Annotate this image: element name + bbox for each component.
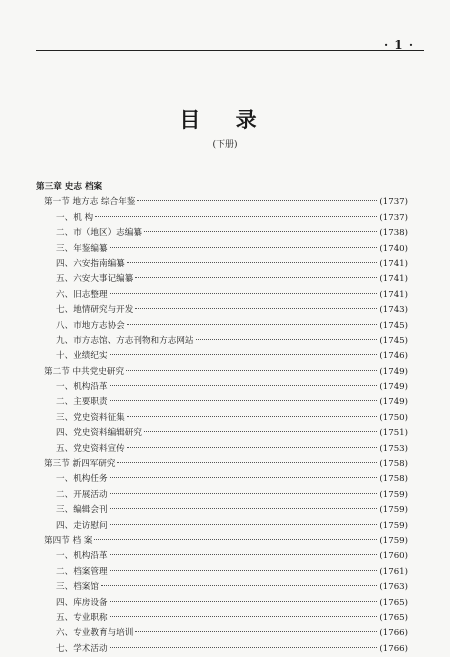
dot-leader — [110, 400, 378, 401]
toc-item-row[interactable] — [36, 272, 408, 287]
toc-entry-label: 第二节 中共党史研究 — [44, 366, 125, 377]
dot-leader — [110, 354, 378, 355]
dot-leader — [110, 385, 378, 386]
toc-item-row[interactable] — [36, 349, 408, 364]
toc-page-number: (1749) — [379, 366, 408, 377]
toc-entry-label: 二、主要职责 — [56, 397, 108, 408]
toc-page-number: (1759) — [379, 489, 408, 500]
dot-leader — [135, 308, 377, 309]
toc-entry-label: 二、市（地区）志编纂 — [56, 228, 142, 239]
toc-item-row[interactable] — [36, 242, 408, 257]
toc-entry-label: 九、市方志馆、方志刊物和方志网站 — [56, 335, 194, 346]
toc-item-row[interactable] — [36, 611, 408, 626]
toc-entry-label: 五、党史资料宣传 — [56, 443, 125, 454]
toc-item-row[interactable] — [36, 472, 408, 487]
toc-item-row[interactable] — [36, 626, 408, 641]
toc-page-number: (1759) — [379, 520, 408, 531]
dot-leader — [117, 462, 377, 463]
toc-entry-label: 三、党史资料征集 — [56, 412, 125, 423]
toc-entry-label: 三、档案馆 — [56, 582, 99, 593]
dot-leader — [126, 370, 377, 371]
dot-leader — [110, 524, 378, 525]
toc-page-number: (1759) — [379, 505, 408, 516]
toc-item-row[interactable] — [36, 395, 408, 410]
toc-item-row[interactable] — [36, 226, 408, 241]
toc-entry-label: 六、旧志整理 — [56, 289, 108, 300]
toc-page-number: (1741) — [379, 274, 408, 285]
toc-entry-label: 第一节 地方志 综合年鉴 — [44, 197, 136, 208]
toc-entry-label: 第三章 史志 档案 — [36, 182, 103, 192]
toc-item-row[interactable] — [36, 519, 408, 534]
dot-leader — [137, 200, 377, 201]
toc-page-number: (1753) — [379, 443, 408, 454]
toc-item-row[interactable] — [36, 303, 408, 318]
toc-item-row[interactable] — [36, 580, 408, 595]
toc-page-number: (1765) — [379, 612, 408, 623]
toc-page-number: (1766) — [379, 628, 408, 639]
toc-page-number: (1763) — [379, 582, 408, 593]
toc-page-number: (1743) — [379, 305, 408, 316]
dot-leader — [127, 447, 378, 448]
toc-entry-label: 七、地情研究与开发 — [56, 305, 134, 316]
toc-page-number: (1737) — [379, 212, 408, 223]
dot-leader — [110, 616, 378, 617]
toc-item-row[interactable] — [36, 565, 408, 580]
toc-item-row[interactable] — [36, 211, 408, 226]
toc-entry-label: 四、六安指南编纂 — [56, 258, 125, 269]
toc-item-row[interactable] — [36, 442, 408, 457]
toc-page-number: (1737) — [379, 197, 408, 208]
toc-page-number: (1738) — [379, 228, 408, 239]
dot-leader — [101, 585, 377, 586]
dot-leader — [144, 231, 377, 232]
toc-section-row[interactable] — [36, 365, 408, 380]
dot-leader — [127, 324, 378, 325]
toc-item-row[interactable] — [36, 334, 408, 349]
toc-page-number: (1765) — [379, 597, 408, 608]
dot-leader — [110, 493, 378, 494]
toc-page-number: (1751) — [379, 428, 408, 439]
dot-leader — [95, 216, 377, 217]
toc-entry-label: 二、档案管理 — [56, 566, 108, 577]
dot-leader — [127, 262, 378, 263]
toc-page-number: (1760) — [379, 551, 408, 562]
toc-page-number: (1759) — [379, 535, 408, 546]
toc-section-row[interactable] — [36, 534, 408, 549]
header-rule — [36, 50, 424, 51]
toc-item-row[interactable] — [36, 380, 408, 395]
dot-leader — [110, 477, 378, 478]
toc-entry-label: 四、库房设备 — [56, 597, 108, 608]
dot-leader — [110, 647, 378, 648]
toc-entry-label: 十、业绩纪实 — [56, 351, 108, 362]
toc-entry-label: 第三节 新四军研究 — [44, 459, 116, 470]
toc-entry-label: 二、开展活动 — [56, 489, 108, 500]
toc-section-row[interactable] — [36, 195, 408, 210]
toc-page-number: (1750) — [379, 412, 408, 423]
page-number: · 1 · — [383, 38, 414, 52]
dot-leader — [110, 247, 378, 248]
dot-leader — [110, 601, 378, 602]
toc-entry-label: 八、市地方志协会 — [56, 320, 125, 331]
toc-entry-label: 三、年鉴编纂 — [56, 243, 108, 254]
table-of-contents — [36, 180, 408, 657]
toc-item-row[interactable] — [36, 488, 408, 503]
toc-item-row[interactable] — [36, 288, 408, 303]
page-title: 目 录 — [179, 107, 271, 132]
dot-leader — [94, 539, 377, 540]
dot-leader — [144, 431, 377, 432]
toc-entry-label: 一、机构沿革 — [56, 551, 108, 562]
toc-entry-label: 四、党史资料编辑研究 — [56, 428, 142, 439]
toc-page-number: (1741) — [379, 258, 408, 269]
toc-page-number: (1745) — [379, 320, 408, 331]
toc-entry-label: 一、机 构 — [56, 212, 94, 223]
toc-item-row[interactable] — [36, 426, 408, 441]
toc-page-number: (1741) — [379, 289, 408, 300]
toc-entry-label: 第四节 档 案 — [44, 535, 93, 546]
dot-leader — [110, 554, 378, 555]
toc-item-row[interactable] — [36, 549, 408, 564]
toc-item-row[interactable] — [36, 257, 408, 272]
toc-page-number: (1749) — [379, 382, 408, 393]
dot-leader — [110, 508, 378, 509]
toc-item-row[interactable] — [36, 319, 408, 334]
toc-entry-label: 六、专业教育与培训 — [56, 628, 134, 639]
toc-section-row[interactable] — [36, 457, 408, 472]
toc-item-row[interactable] — [36, 642, 408, 657]
dot-leader — [196, 339, 378, 340]
dot-leader — [135, 631, 377, 632]
toc-page-number: (1745) — [379, 335, 408, 346]
dot-leader — [127, 416, 378, 417]
toc-item-row[interactable] — [36, 411, 408, 426]
toc-item-row[interactable] — [36, 503, 408, 518]
toc-entry-label: 一、机构沿革 — [56, 382, 108, 393]
toc-page-number: (1749) — [379, 397, 408, 408]
toc-page-number: (1740) — [379, 243, 408, 254]
toc-entry-label: 五、六安大事记编纂 — [56, 274, 134, 285]
toc-item-row[interactable] — [36, 596, 408, 611]
toc-page-number: (1746) — [379, 351, 408, 362]
toc-entry-label: 七、学术活动 — [56, 643, 108, 654]
toc-page-number: (1758) — [379, 459, 408, 470]
dot-leader — [110, 293, 378, 294]
dot-leader — [135, 277, 377, 278]
volume-subtitle: (下册) — [212, 140, 238, 150]
toc-page-number: (1761) — [379, 566, 408, 577]
toc-page-number: (1766) — [379, 643, 408, 654]
toc-chapter-row[interactable] — [36, 180, 408, 195]
toc-entry-label: 三、编辑会刊 — [56, 505, 108, 516]
toc-entry-label: 五、专业职称 — [56, 612, 108, 623]
toc-entry-label: 一、机构任务 — [56, 474, 108, 485]
dot-leader — [110, 570, 378, 571]
toc-entry-label: 四、走访慰问 — [56, 520, 108, 531]
toc-page-number: (1758) — [379, 474, 408, 485]
